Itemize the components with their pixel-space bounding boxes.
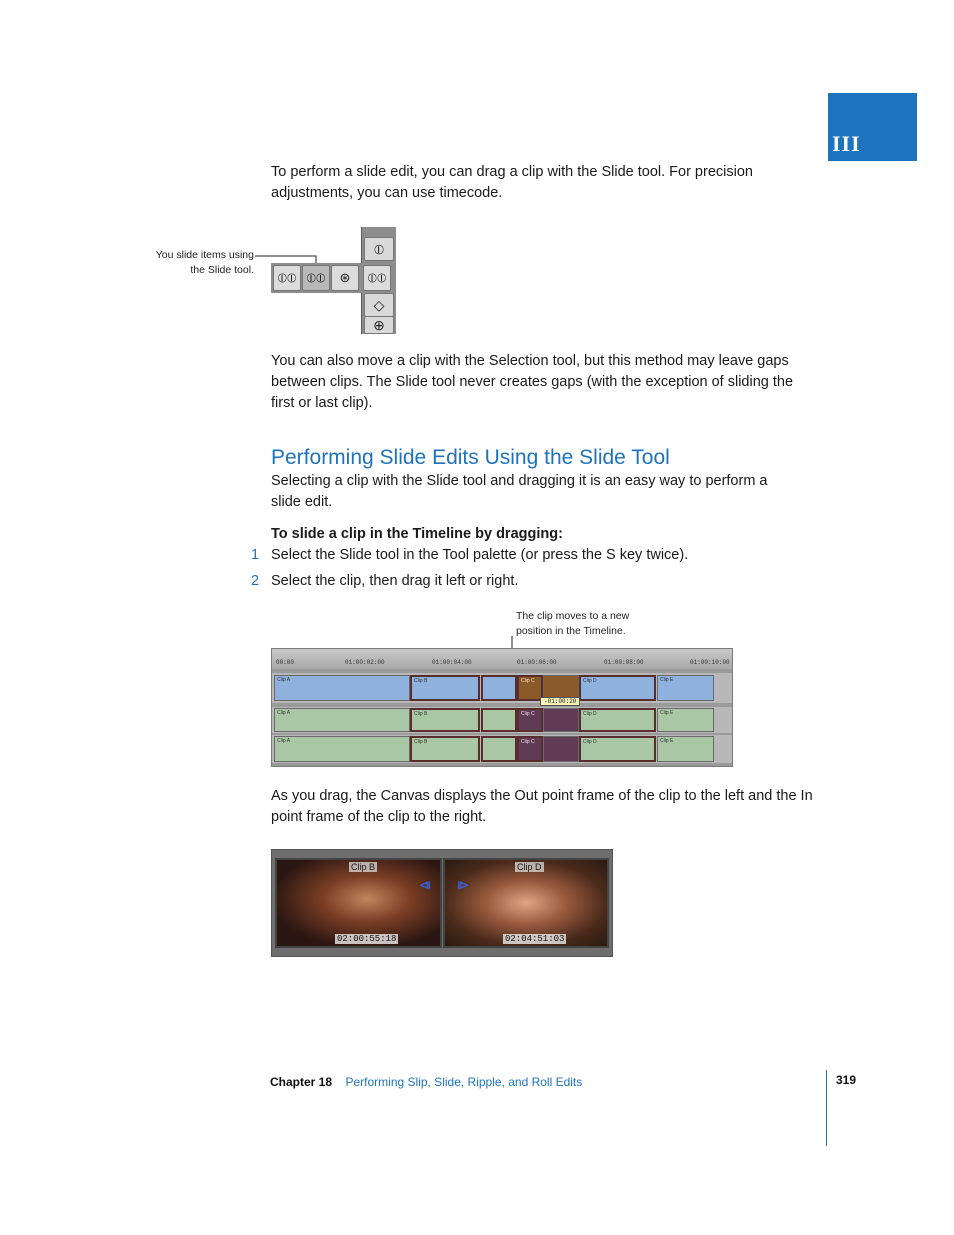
selection-tool-paragraph: You can also move a clip with the Selection tool, but this method may leave gaps between clips. The Slide tool never creates gaps (with the exception of sliding the first or last clip). — [271, 353, 794, 411]
step-2 — [251, 571, 259, 592]
clip-label: Clip A — [277, 677, 291, 683]
intro-paragraph: To perform a slide edit, you can drag a clip with the Slide tool. For precision adjustments, you can use timecode. — [271, 164, 753, 201]
ruler-label: 01:00:02:00 — [345, 659, 385, 666]
clip-gap-audio-1[interactable] — [481, 708, 517, 732]
canvas-left-frame — [275, 858, 442, 948]
timecode-tooltip: -01:00:20 — [540, 697, 580, 706]
clip-label: Clip E — [660, 738, 674, 744]
step-number: 1 — [251, 547, 260, 563]
clip-e-video[interactable] — [657, 675, 714, 701]
clip-d-audio-2[interactable] — [579, 736, 656, 762]
slip-tool-icon[interactable]: ⦶⦶ — [273, 265, 301, 291]
section-tab-label: III — [832, 131, 861, 156]
clip-gap-audio-2[interactable] — [481, 736, 517, 762]
task-title: To slide a clip in the Timeline by dragging: — [271, 526, 563, 542]
zoom-in-tool-icon[interactable]: ⊕ — [364, 316, 394, 334]
section-intro: Selecting a clip with the Slide tool and dragging it is an easy way to perform a slide edit. — [271, 473, 768, 510]
clip-a-audio-2[interactable] — [274, 736, 410, 762]
roll-tool-selected-icon[interactable]: ⦶⦶ — [363, 265, 391, 291]
frame-timecode: 02:00:55:18 — [337, 934, 397, 944]
clip-d-audio-1[interactable] — [579, 708, 656, 732]
clip-b-audio-2[interactable] — [410, 736, 480, 762]
clip-label: Clip E — [660, 710, 674, 716]
clip-label: Clip B — [414, 678, 428, 684]
clip-a-audio-1[interactable] — [274, 708, 410, 732]
page-number: 319 — [836, 1073, 857, 1087]
canvas-two-up-display — [271, 849, 613, 957]
razor-tool-icon[interactable]: ◇ — [364, 293, 394, 317]
clip-b-video[interactable] — [410, 675, 480, 701]
step-1-text: Select the Slide tool in the Tool palette (or press the S key twice). — [271, 547, 689, 563]
audio-track-1 — [272, 707, 732, 733]
slide-tool-icon[interactable]: ⦶⦶ — [302, 265, 330, 291]
clip-e-audio-1[interactable] — [657, 708, 714, 732]
tool-palette-callout: You slide items using the Slide tool. — [155, 249, 254, 276]
tool-palette-popout — [271, 263, 395, 293]
clip-label: Clip E — [660, 677, 674, 683]
section-tab — [828, 93, 917, 161]
out-point-icon: ⧏ — [419, 878, 431, 892]
footer-divider — [826, 1070, 827, 1146]
clip-label: Clip A — [277, 710, 291, 716]
roll-tool-icon[interactable]: ⦶ — [364, 237, 394, 261]
timeline-callout: The clip moves to a new position in the Timeline. — [516, 610, 630, 637]
clip-label: Clip D — [583, 739, 597, 745]
tool-palette — [271, 227, 395, 334]
ruler-label: 01:00:10:00 — [690, 659, 730, 666]
clip-label: Clip D — [583, 678, 597, 684]
clip-e-audio-2[interactable] — [657, 736, 714, 762]
clip-gap-video[interactable] — [481, 675, 517, 701]
ruler-label: 00:00 — [276, 659, 295, 666]
clip-label: Clip B — [414, 739, 428, 745]
clip-c-ghost-audio-1 — [543, 708, 579, 732]
clip-label: Clip D — [583, 711, 597, 717]
audio-track-2 — [272, 735, 732, 763]
ruler-label: 01:00:06:00 — [517, 659, 557, 666]
ruler-label: 01:00:04:00 — [432, 659, 472, 666]
footer — [270, 1073, 582, 1091]
clip-d-video[interactable] — [579, 675, 656, 701]
frame-clip-label: Clip D — [517, 862, 542, 872]
frame-timecode: 02:04:51:03 — [505, 934, 565, 944]
ripple-tool-icon[interactable]: ⊛ — [331, 265, 359, 291]
timeline-view — [271, 648, 733, 767]
in-point-icon: ⧐ — [457, 878, 469, 892]
step-2-text: Select the clip, then drag it left or right. — [271, 573, 519, 589]
video-track — [272, 673, 732, 703]
canvas-paragraph: As you drag, the Canvas displays the Out point frame of the clip to the left and the In point frame of the clip to the right. — [271, 788, 813, 825]
step-1 — [251, 545, 259, 566]
step-number: 2 — [251, 573, 260, 589]
clip-label: Clip C — [521, 711, 535, 717]
footer-chapter-title[interactable]: Performing Slip, Slide, Ripple, and Roll Edits — [345, 1075, 583, 1089]
clip-label: Clip C — [521, 678, 535, 684]
clip-c-audio-2[interactable] — [517, 736, 543, 762]
section-heading: Performing Slide Edits Using the Slide Tool — [271, 446, 670, 469]
clip-label: Clip A — [277, 738, 291, 744]
canvas-right-frame — [443, 858, 609, 948]
timeline-ruler[interactable] — [272, 649, 732, 669]
clip-label: Clip C — [521, 739, 535, 745]
frame-clip-label: Clip B — [351, 862, 376, 872]
clip-b-audio-1[interactable] — [410, 708, 480, 732]
clip-c-ghost-audio-2 — [543, 736, 579, 762]
footer-chapter: Chapter 18 — [270, 1075, 333, 1089]
clip-a-video[interactable] — [274, 675, 410, 701]
ruler-label: 01:00:08:00 — [604, 659, 644, 666]
clip-label: Clip B — [414, 711, 428, 717]
clip-c-audio-1[interactable] — [517, 708, 543, 732]
